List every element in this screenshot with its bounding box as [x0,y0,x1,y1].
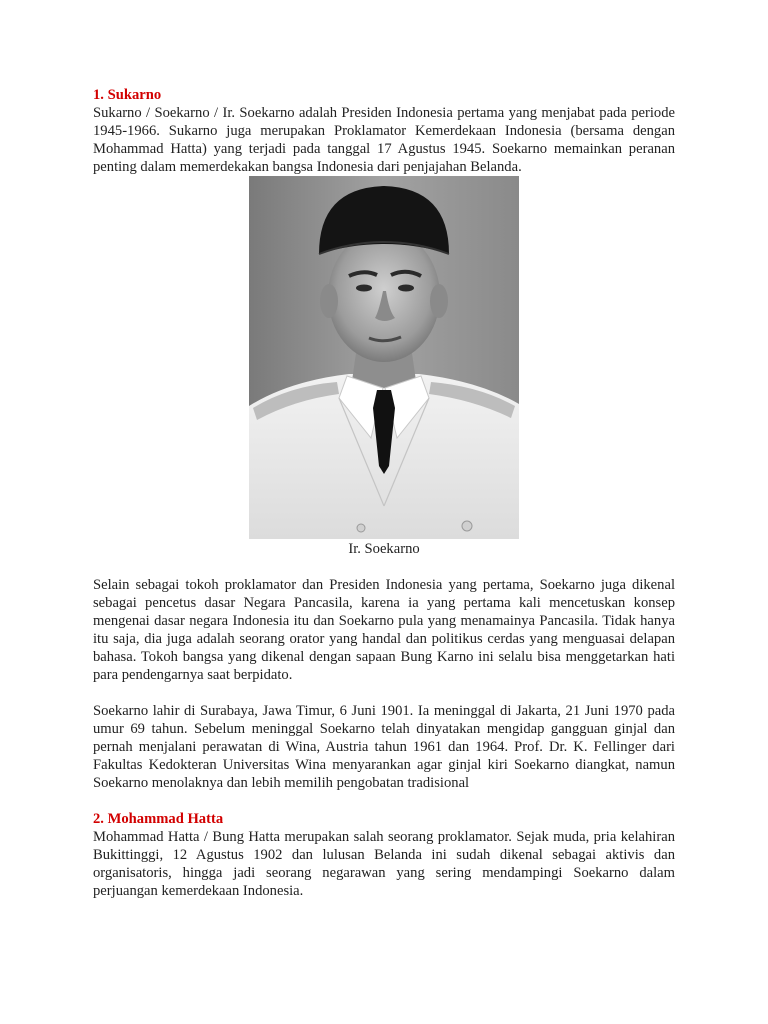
section-heading-sukarno: 1. Sukarno [93,87,162,103]
image-caption: Ir. Soekarno [348,541,420,557]
sukarno-paragraph-3: Soekarno lahir di Surabaya, Jawa Timur, 6 Juni 1901. Ia meninggal di Jakarta, 21 Juni 1970 pada umur 69 tahun. Sebelum meninggal Soekarno telah dinyatakan mengidap gangguan ginjal dan pernah menjalani perawatan di Wina, Austria tahun 1961 dan 1964. Prof. Dr. K. Fellinger dari Fakultas Kedokteran Universitas Wina menyarankan agar ginjal kiri Soekarno diangkat, namun Soekarno menolaknya dan lebih memilih pengobatan tradisional [93,703,675,791]
section-heading-hatta: 2. Mohammad Hatta [93,811,224,827]
paragraph-spacer [93,558,675,576]
hatta-intro-paragraph: Mohammad Hatta / Bung Hatta merupakan salah seorang proklamator. Sejak muda, pria kelahiran Bukittinggi, 12 Agustus 1902 dan lulusan Belanda ini sudah dikenal sebagai aktivis dan organisatoris, hingga jadi seorang negarawan yang sering mendampingi Soekarno dalam perjuangan kemerdekaan Indonesia. [93,829,675,899]
document-page [93,86,675,900]
paragraph-spacer [93,684,675,702]
sukarno-intro-paragraph: Sukarno / Soekarno / Ir. Soekarno adalah Presiden Indonesia pertama yang menjabat pada periode 1945-1966. Sukarno juga merupakan Proklamator Kemerdekaan Indonesia (bersama dengan Mohammad Hatta) yang terjadi pada tanggal 17 Agustus 1945. Soekarno memainkan peranan penting dalam memerdekakan bangsa Indonesia dari penjajahan Belanda. [93,105,675,175]
sukarno-paragraph-2: Selain sebagai tokoh proklamator dan Presiden Indonesia yang pertama, Soekarno juga dikenal sebagai pencetus dasar Negara Pancasila, karena ia yang pertama kali mencetuskan konsep mengenai dasar negara Indonesia itu dan Soekarno pula yang menamainya Pancasila. Tidak hanya itu saja, dia juga adalah seorang orator yang handal dan politikus cerdas yang menguasai delapan bahasa. Tokoh bangsa yang dikenal dengan sapaan Bung Karno ini selalu bisa menggetarkan hati para pendengarnya saat berpidato. [93,577,675,683]
portrait-photo-soekarno [249,176,519,539]
paragraph-spacer [93,792,675,810]
